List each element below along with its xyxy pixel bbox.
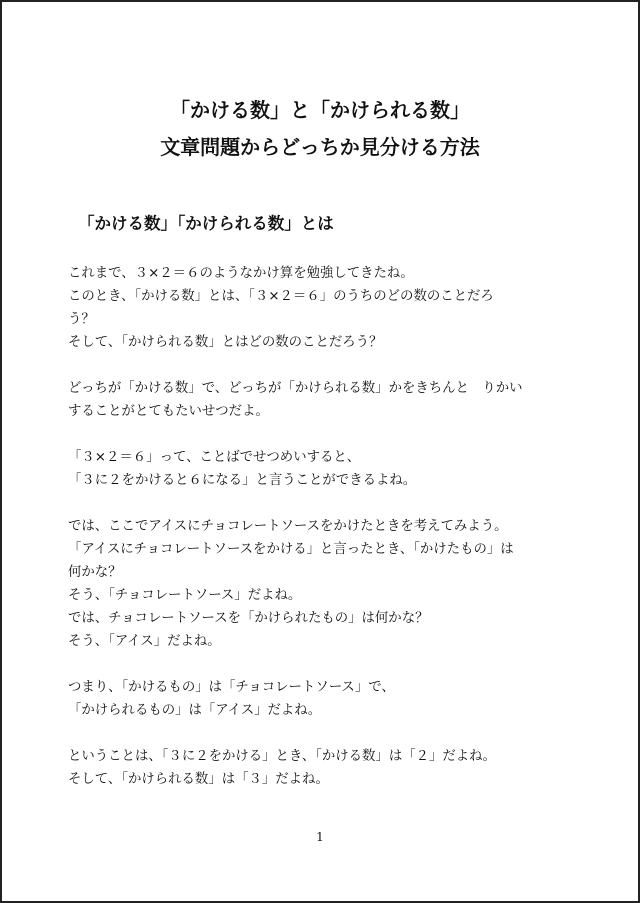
body-line: う？ <box>68 312 95 327</box>
body-line: ということは、「３に２をかける」とき、「かける数」は「２」だよね。 <box>68 749 496 764</box>
body-line: どっちが「かける数」で、どっちが「かけられる数」かをきちんと りかい <box>68 381 523 396</box>
section-heading: 「かける数」「かけられる数」とは <box>78 214 334 233</box>
body-line: これまで、３×２＝６のようなかけ算を勉強してきたね。 <box>68 266 414 281</box>
body-line: このとき、「かける数」とは、「３×２＝６」のうちのどの数のことだろ <box>68 289 494 304</box>
title-line-1: 「かける数」と「かけられる数」 <box>170 98 470 122</box>
body-line: つまり、「かけるもの」は「チョコレートソース」で、 <box>68 680 395 695</box>
body-line: 「アイスにチョコレートソースをかける」と言ったとき、「かけたもの」は <box>68 542 514 557</box>
body-line: 何かな？ <box>68 565 122 580</box>
body-line: 「３に２をかけると６になる」と言うことができるよね。 <box>68 473 417 488</box>
body-line: そう、「アイス」だよね。 <box>68 634 221 649</box>
body-line: することがとてもたいせつだよ。 <box>68 404 269 419</box>
blank-line <box>68 354 588 377</box>
blank-line <box>68 492 588 515</box>
blank-line <box>68 423 588 446</box>
body-line: では、チョコレートソースを「かけられたもの」は何かな？ <box>68 611 429 626</box>
document-title <box>2 92 638 166</box>
body-line: そして、「かけられる数」は「３」だよね。 <box>68 772 329 787</box>
body-line: そして、「かけられる数」とはどの数のことだろう？ <box>68 335 383 350</box>
body-line: では、ここでアイスにチョコレートソースをかけたときを考えてみよう。 <box>68 519 508 534</box>
body-line: 「かけられるもの」は「アイス」だよね。 <box>68 703 322 718</box>
page-number: 1 <box>316 830 324 844</box>
body-text <box>68 262 588 791</box>
body-line: そう、「チョコレートソース」だよね。 <box>68 588 302 603</box>
blank-line <box>68 653 588 676</box>
blank-line <box>68 722 588 745</box>
body-line: 「３×２＝６」って、ことばでせつめいすると、 <box>68 450 361 465</box>
title-line-2: 文章問題からどっちか見分ける方法 <box>160 135 480 159</box>
